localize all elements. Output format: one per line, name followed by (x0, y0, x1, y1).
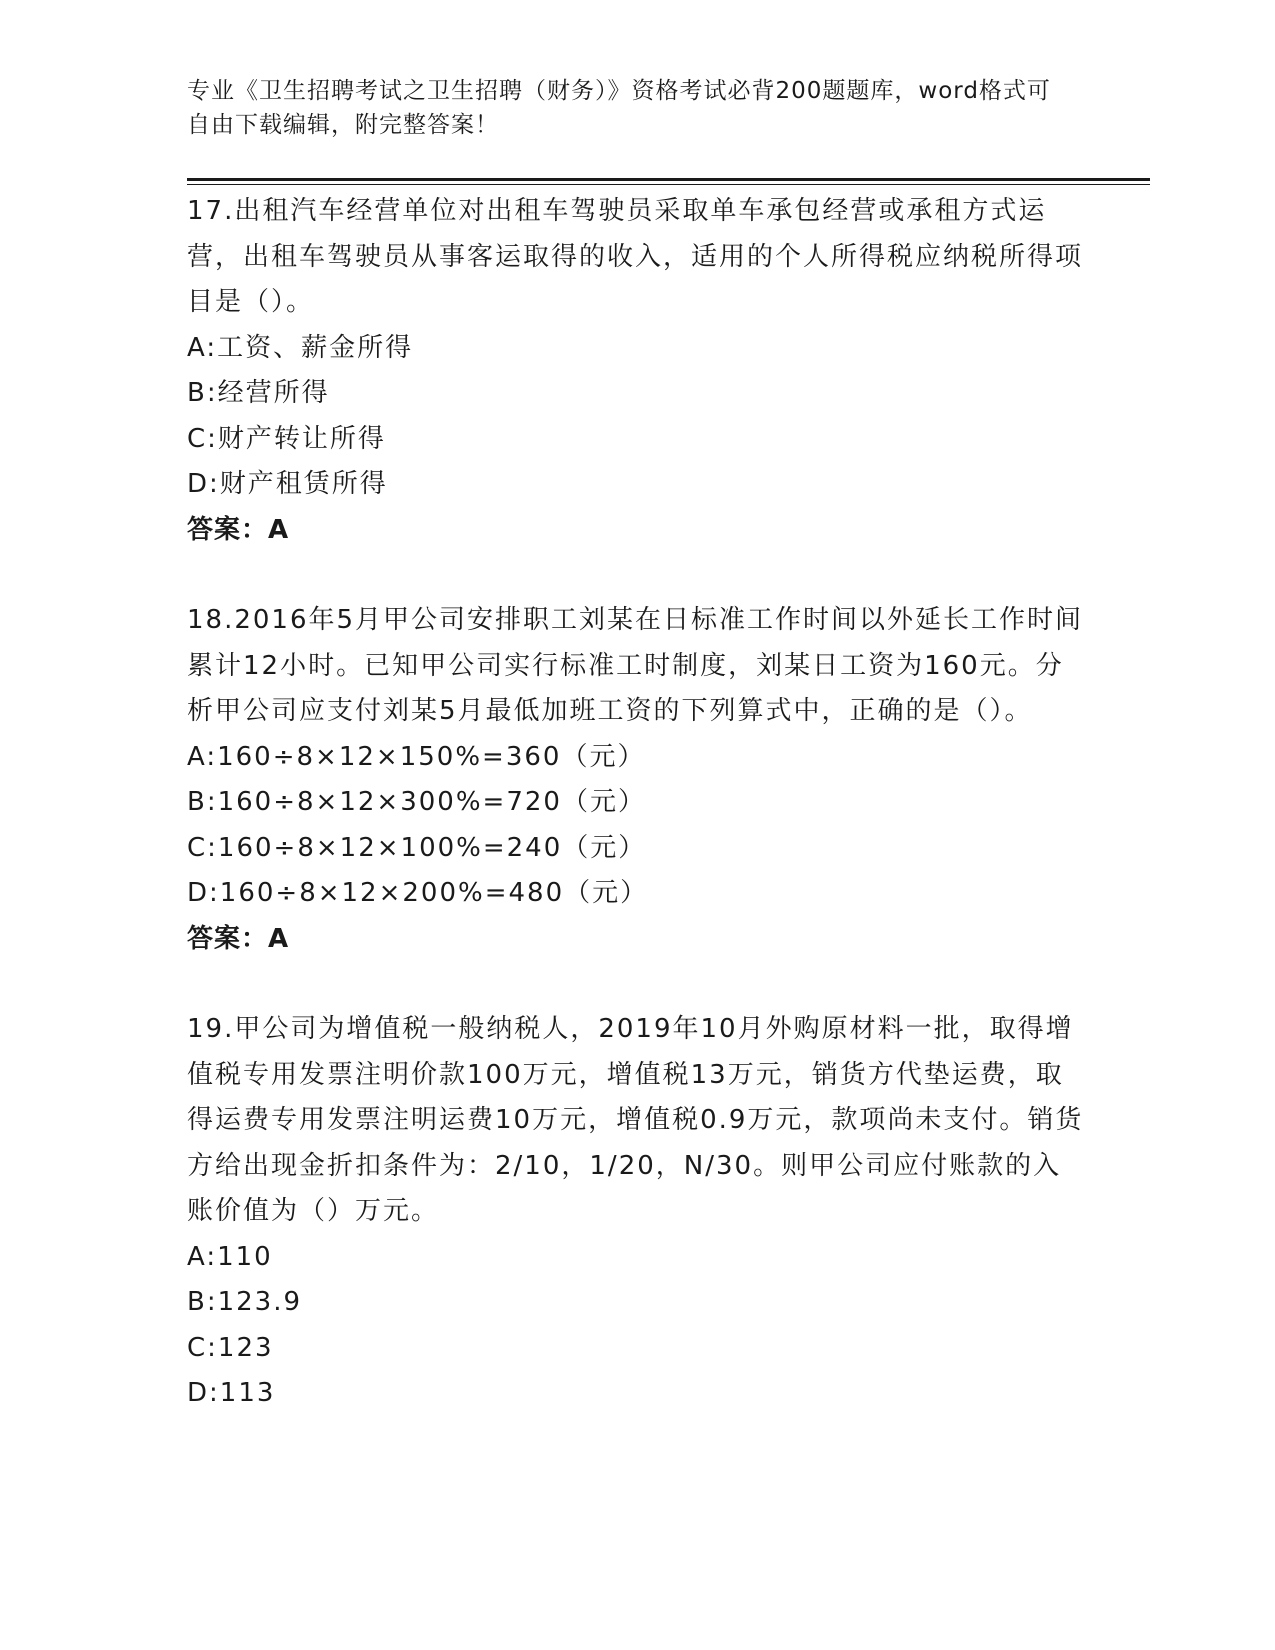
option-a: A:110 (187, 1241, 273, 1272)
option-d: D:113 (187, 1378, 276, 1408)
option-c: C:123 (187, 1332, 274, 1363)
question-19 (187, 1007, 1087, 1417)
question-17 (187, 189, 1087, 553)
header-divider-thin (187, 184, 1150, 185)
option-a: A:160÷8×12×150%=360（元） (187, 741, 646, 772)
question-stem: 18.2016年5月甲公司安排职工刘某在日标准工作时间以外延长工作时间累计12小时。已知甲公司实行标准工时制度，刘某日工资为160元。分析甲公司应支付刘某5月最低加班工资的下列算式中，正确的是（）。 (187, 605, 1084, 726)
question-list (187, 189, 1087, 1417)
option-b: B:160÷8×12×300%=720（元） (187, 787, 646, 817)
option-b: B:经营所得 (187, 378, 330, 408)
question-stem: 17.出租汽车经营单位对出租车驾驶员采取单车承包经营或承租方式运营，出租车驾驶员从事客运取得的收入，适用的个人所得税应纳税所得项目是（）。 (187, 196, 1084, 317)
option-c: C:财产转让所得 (187, 423, 386, 454)
answer-label: 答案：A (187, 514, 290, 545)
option-d: D:160÷8×12×200%=480（元） (187, 878, 649, 908)
question-18 (187, 598, 1087, 962)
header-divider-thick (187, 178, 1150, 181)
answer-label: 答案：A (187, 923, 290, 954)
option-d: D:财产租赁所得 (187, 469, 388, 499)
option-b: B:123.9 (187, 1287, 303, 1317)
option-c: C:160÷8×12×100%=240（元） (187, 832, 647, 863)
option-a: A:工资、薪金所得 (187, 332, 414, 363)
question-stem: 19.甲公司为增值税一般纳税人，2019年10月外购原材料一批，取得增值税专用发票注明价款100万元，增值税13万元，销货方代垫运费，取得运费专用发票注明运费10万元，增值税0.9万元，款项尚未支付。销货方给出现金折扣条件为：2/10，1/20，N/30。则甲公司应付账款的入账价值为（）万元。 (187, 1014, 1084, 1226)
document-header: 专业《卫生招聘考试之卫生招聘（财务）》资格考试必背200题题库，word格式可自由下载编辑，附完整答案！ (187, 78, 1051, 138)
